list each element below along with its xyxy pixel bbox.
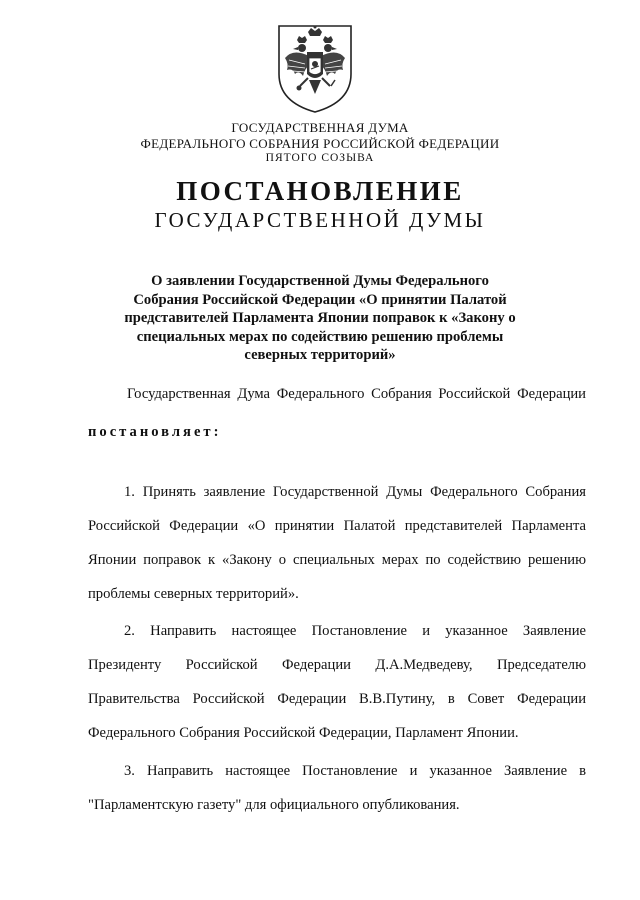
preamble-paragraph <box>88 375 586 451</box>
org-line-convocation: ПЯТОГО СОЗЫВА <box>265 152 375 164</box>
document-subject: О заявлении Государственной Думы Федерального Собрания Российской Федерации «О принятии Палатой представителей Парламента Японии поправок к «Закону о специальных мерах по содействию решению проблемы северных территорий» <box>124 273 516 363</box>
document-issuer-subtitle: ГОСУДАРСТВЕННОЙ ДУМЫ <box>154 208 486 232</box>
resolves-keyword: постановляет: <box>88 424 222 440</box>
document-type-title: ПОСТАНОВЛЕНИЕ <box>176 176 464 206</box>
preamble-text: Государственная Дума Федерального Собрания Российской Федерации <box>127 386 586 402</box>
org-line-duma: ГОСУДАРСТВЕННАЯ ДУМА <box>231 120 409 135</box>
resolution-item-2: 2. Направить настоящее Постановление и указанное Заявление Президенту Российской Федерации Д.А.Медведеву, Председателю Правительства Российской Федерации В.В.Путину, в Совет Федерации Федерального Собрания Российской Федерации, Парламент Японии. <box>88 623 586 741</box>
org-line-assembly: ФЕДЕРАЛЬНОГО СОБРАНИЯ РОССИЙСКОЙ ФЕДЕРАЦИИ <box>140 136 500 151</box>
resolution-item-1: 1. Принять заявление Государственной Думы Федерального Собрания Российской Федерации «О принятии Палатой представителей Парламента Японии поправок к «Закону о специальных мерах по содействию решению проблемы северных территорий». <box>88 484 586 602</box>
coat-of-arms-icon <box>275 22 355 114</box>
resolution-item-3: 3. Направить настоящее Постановление и указанное Заявление в "Парламентскую газету" для официального опубликования. <box>88 763 586 813</box>
